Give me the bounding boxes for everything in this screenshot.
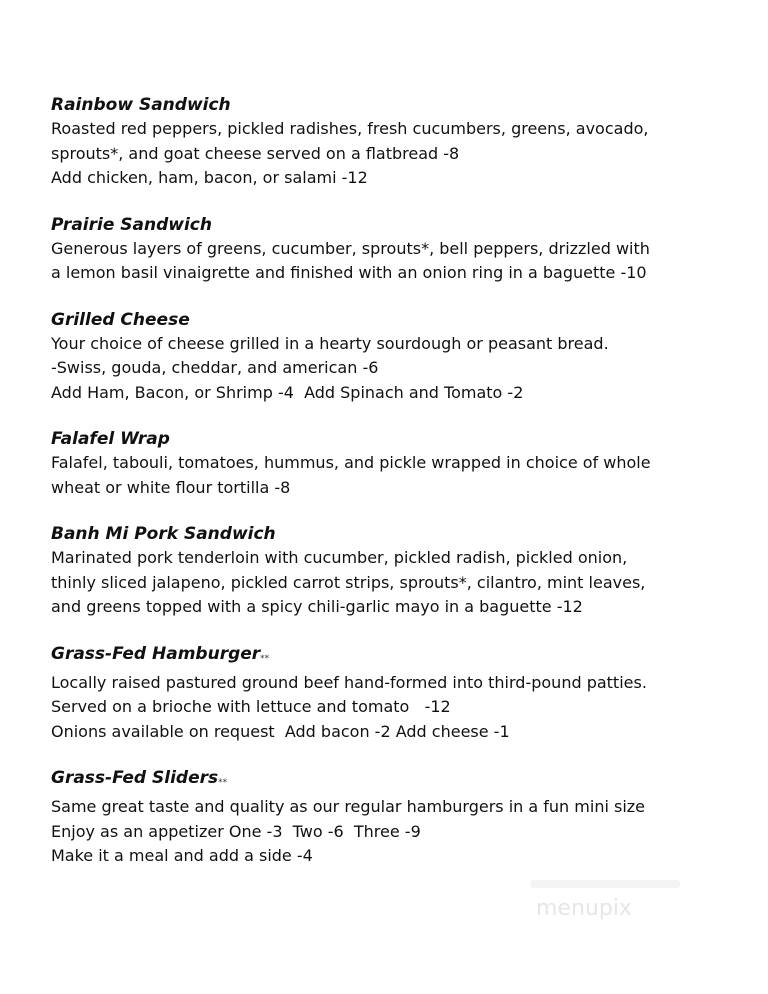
menu-item-description-line: Enjoy as an appetizer One -3 Two -6 Three -9 [51,821,421,841]
menu-item [51,308,751,406]
watermark-bar [530,880,680,888]
menu-item-title [51,93,751,117]
menu-item-description-line: Make it a meal and add a side -4 [51,846,313,865]
menu-item [51,522,751,620]
menu-item-description-line: and greens topped with a spicy chili-garlic mayo in a baguette -12 [51,597,583,616]
menu-item-description-line: wheat or white flour tortilla -8 [51,477,291,497]
menu-item-name: Grass-Fed Hamburger [51,643,261,664]
menu-item [51,213,751,286]
menu-item-title [51,522,751,546]
menu-item-marker: ** [218,778,228,788]
menu-item-description-line: Your choice of cheese grilled in a hearty sourdough or peasant bread. [51,333,609,353]
menu-item-description-line: Roasted red peppers, pickled radishes, fresh cucumbers, greens, avocado, [51,119,649,138]
watermark-logo: menupix [536,896,632,921]
menu-item-description-line: Add chicken, ham, bacon, or salami -12 [51,168,368,187]
menu-item-name: Grilled Cheese [51,309,190,330]
menu-item-description-line: Falafel, tabouli, tomatoes, hummus, and pickle wrapped in choice of whole [51,453,651,472]
menu-item-description-line: -Swiss, gouda, cheddar, and american -6 [51,358,379,377]
menu-item-title [51,642,751,671]
menu-item-description-line: Marinated pork tenderloin with cucumber, pickled radish, pickled onion, [51,548,628,567]
menu-item-name: Grass-Fed Sliders [51,768,219,788]
menu-item-name: Banh Mi Pork Sandwich [51,524,276,544]
menu-item-description-line: Onions available on request Add bacon -2 Add cheese -1 [51,721,510,741]
menu-item-description-line: thinly sliced jalapeno, pickled carrot strips, sprouts*, cilantro, mint leaves, [51,572,646,592]
menu-item-description-line: Served on a brioche with lettuce and tomato -12 [51,697,451,716]
menu-item-title [51,308,751,332]
menu-item-title [51,766,751,795]
menu-item-marker: ** [260,653,270,664]
menu-item-description-line: a lemon basil vinaigrette and finished with an onion ring in a baguette -10 [51,263,647,282]
menu-item-description-line: sprouts*, and goat cheese served on a flatbread -8 [51,143,460,163]
menu-item-description-line: Locally raised pastured ground beef hand-formed into third-pound patties. [51,672,647,692]
menu-item-description-line: Same great taste and quality as our regular hamburgers in a fun mini size [51,797,646,816]
menu-item-name: Falafel Wrap [51,429,170,449]
menu-item-title [51,427,751,451]
menu-item-description-line: Generous layers of greens, cucumber, sprouts*, bell peppers, drizzled with [51,238,650,258]
menu-item-description-line: Add Ham, Bacon, or Shrimp -4 Add Spinach and Tomato -2 [51,382,524,402]
menu-item [51,766,751,869]
menu-list [51,93,751,891]
menu-item [51,427,751,500]
menu-item-title [51,213,751,237]
menu-item-name: Prairie Sandwich [51,214,212,235]
menu-item [51,642,751,745]
menu-item [51,93,751,191]
menu-item-name: Rainbow Sandwich [51,95,231,115]
